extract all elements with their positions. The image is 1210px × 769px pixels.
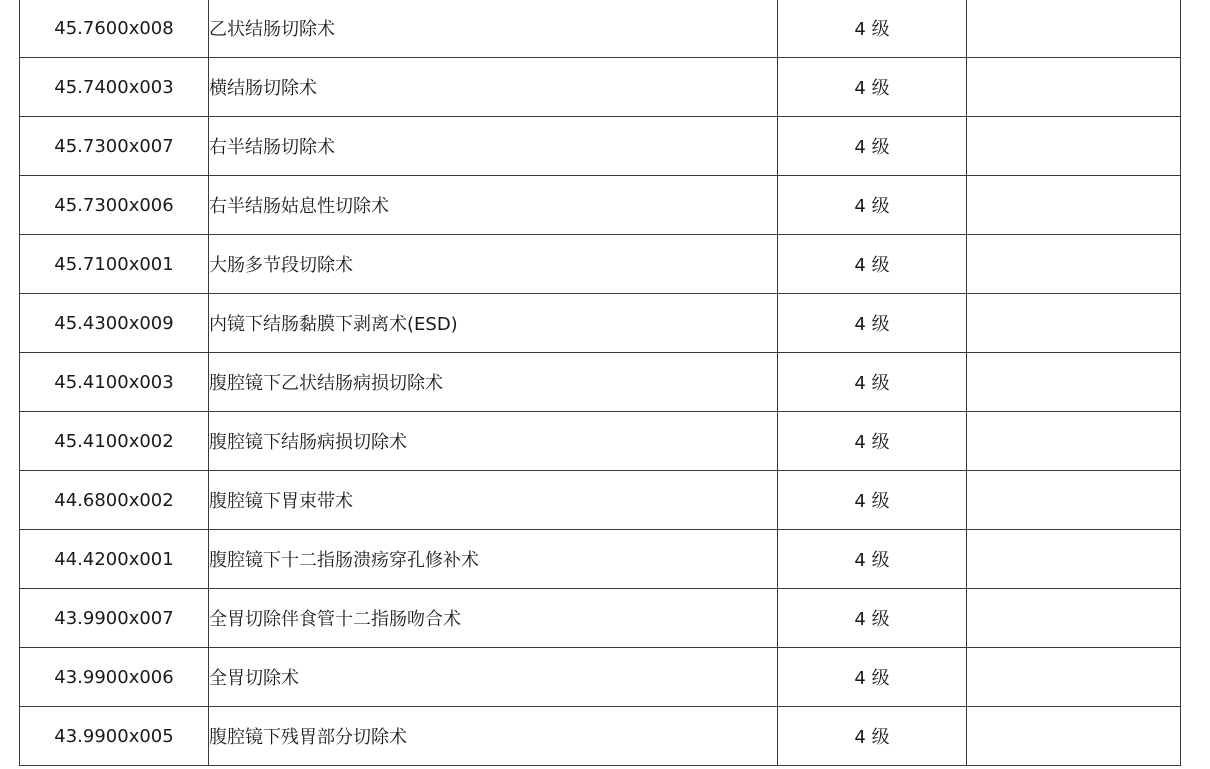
note-cell bbox=[967, 58, 1181, 117]
note-cell bbox=[967, 589, 1181, 648]
procedure-name: 右半结肠切除术 bbox=[209, 117, 778, 176]
procedure-name: 大肠多节段切除术 bbox=[209, 235, 778, 294]
surgery-level: 4 级 bbox=[778, 294, 967, 353]
procedure-name: 腹腔镜下十二指肠溃疡穿孔修补术 bbox=[209, 530, 778, 589]
procedure-name: 乙状结肠切除术 bbox=[209, 0, 778, 58]
surgery-level: 4 级 bbox=[778, 412, 967, 471]
surgery-level: 4 级 bbox=[778, 589, 967, 648]
table-body bbox=[20, 0, 1181, 766]
note-cell bbox=[967, 530, 1181, 589]
table-row bbox=[20, 530, 1181, 589]
note-cell bbox=[967, 117, 1181, 176]
table-row bbox=[20, 707, 1181, 766]
procedure-code: 45.4100x002 bbox=[20, 412, 209, 471]
procedure-code: 43.9900x005 bbox=[20, 707, 209, 766]
note-cell bbox=[967, 412, 1181, 471]
note-cell bbox=[967, 235, 1181, 294]
table-row bbox=[20, 58, 1181, 117]
surgery-level: 4 级 bbox=[778, 471, 967, 530]
surgery-level: 4 级 bbox=[778, 58, 967, 117]
note-cell bbox=[967, 353, 1181, 412]
surgery-level: 4 级 bbox=[778, 176, 967, 235]
surgery-level: 4 级 bbox=[778, 0, 967, 58]
note-cell bbox=[967, 0, 1181, 58]
table-row bbox=[20, 0, 1181, 58]
procedure-name: 腹腔镜下乙状结肠病损切除术 bbox=[209, 353, 778, 412]
procedure-name: 腹腔镜下结肠病损切除术 bbox=[209, 412, 778, 471]
table-row bbox=[20, 235, 1181, 294]
procedure-name: 腹腔镜下残胃部分切除术 bbox=[209, 707, 778, 766]
surgery-level: 4 级 bbox=[778, 235, 967, 294]
procedure-name: 全胃切除术 bbox=[209, 648, 778, 707]
table-row bbox=[20, 648, 1181, 707]
note-cell bbox=[967, 176, 1181, 235]
procedure-code: 44.6800x002 bbox=[20, 471, 209, 530]
procedure-code: 45.7100x001 bbox=[20, 235, 209, 294]
procedure-code: 45.4300x009 bbox=[20, 294, 209, 353]
table-row bbox=[20, 471, 1181, 530]
table-row bbox=[20, 412, 1181, 471]
procedure-code: 43.9900x007 bbox=[20, 589, 209, 648]
surgery-level: 4 级 bbox=[778, 117, 967, 176]
procedure-code: 45.7300x007 bbox=[20, 117, 209, 176]
procedure-code: 45.4100x003 bbox=[20, 353, 209, 412]
table-row bbox=[20, 353, 1181, 412]
note-cell bbox=[967, 707, 1181, 766]
note-cell bbox=[967, 648, 1181, 707]
procedure-code: 44.4200x001 bbox=[20, 530, 209, 589]
surgery-level: 4 级 bbox=[778, 353, 967, 412]
procedure-code: 45.7600x008 bbox=[20, 0, 209, 58]
note-cell bbox=[967, 471, 1181, 530]
procedure-name: 内镜下结肠黏膜下剥离术(ESD) bbox=[209, 294, 778, 353]
procedure-name: 腹腔镜下胃束带术 bbox=[209, 471, 778, 530]
table-row bbox=[20, 117, 1181, 176]
procedure-table bbox=[19, 0, 1181, 766]
table-row bbox=[20, 589, 1181, 648]
procedure-name: 横结肠切除术 bbox=[209, 58, 778, 117]
surgery-level: 4 级 bbox=[778, 707, 967, 766]
procedure-code: 43.9900x006 bbox=[20, 648, 209, 707]
procedure-code: 45.7300x006 bbox=[20, 176, 209, 235]
table-row bbox=[20, 294, 1181, 353]
procedure-name: 全胃切除伴食管十二指肠吻合术 bbox=[209, 589, 778, 648]
surgery-level: 4 级 bbox=[778, 648, 967, 707]
note-cell bbox=[967, 294, 1181, 353]
table-row bbox=[20, 176, 1181, 235]
procedure-name: 右半结肠姑息性切除术 bbox=[209, 176, 778, 235]
procedure-code: 45.7400x003 bbox=[20, 58, 209, 117]
surgery-level: 4 级 bbox=[778, 530, 967, 589]
